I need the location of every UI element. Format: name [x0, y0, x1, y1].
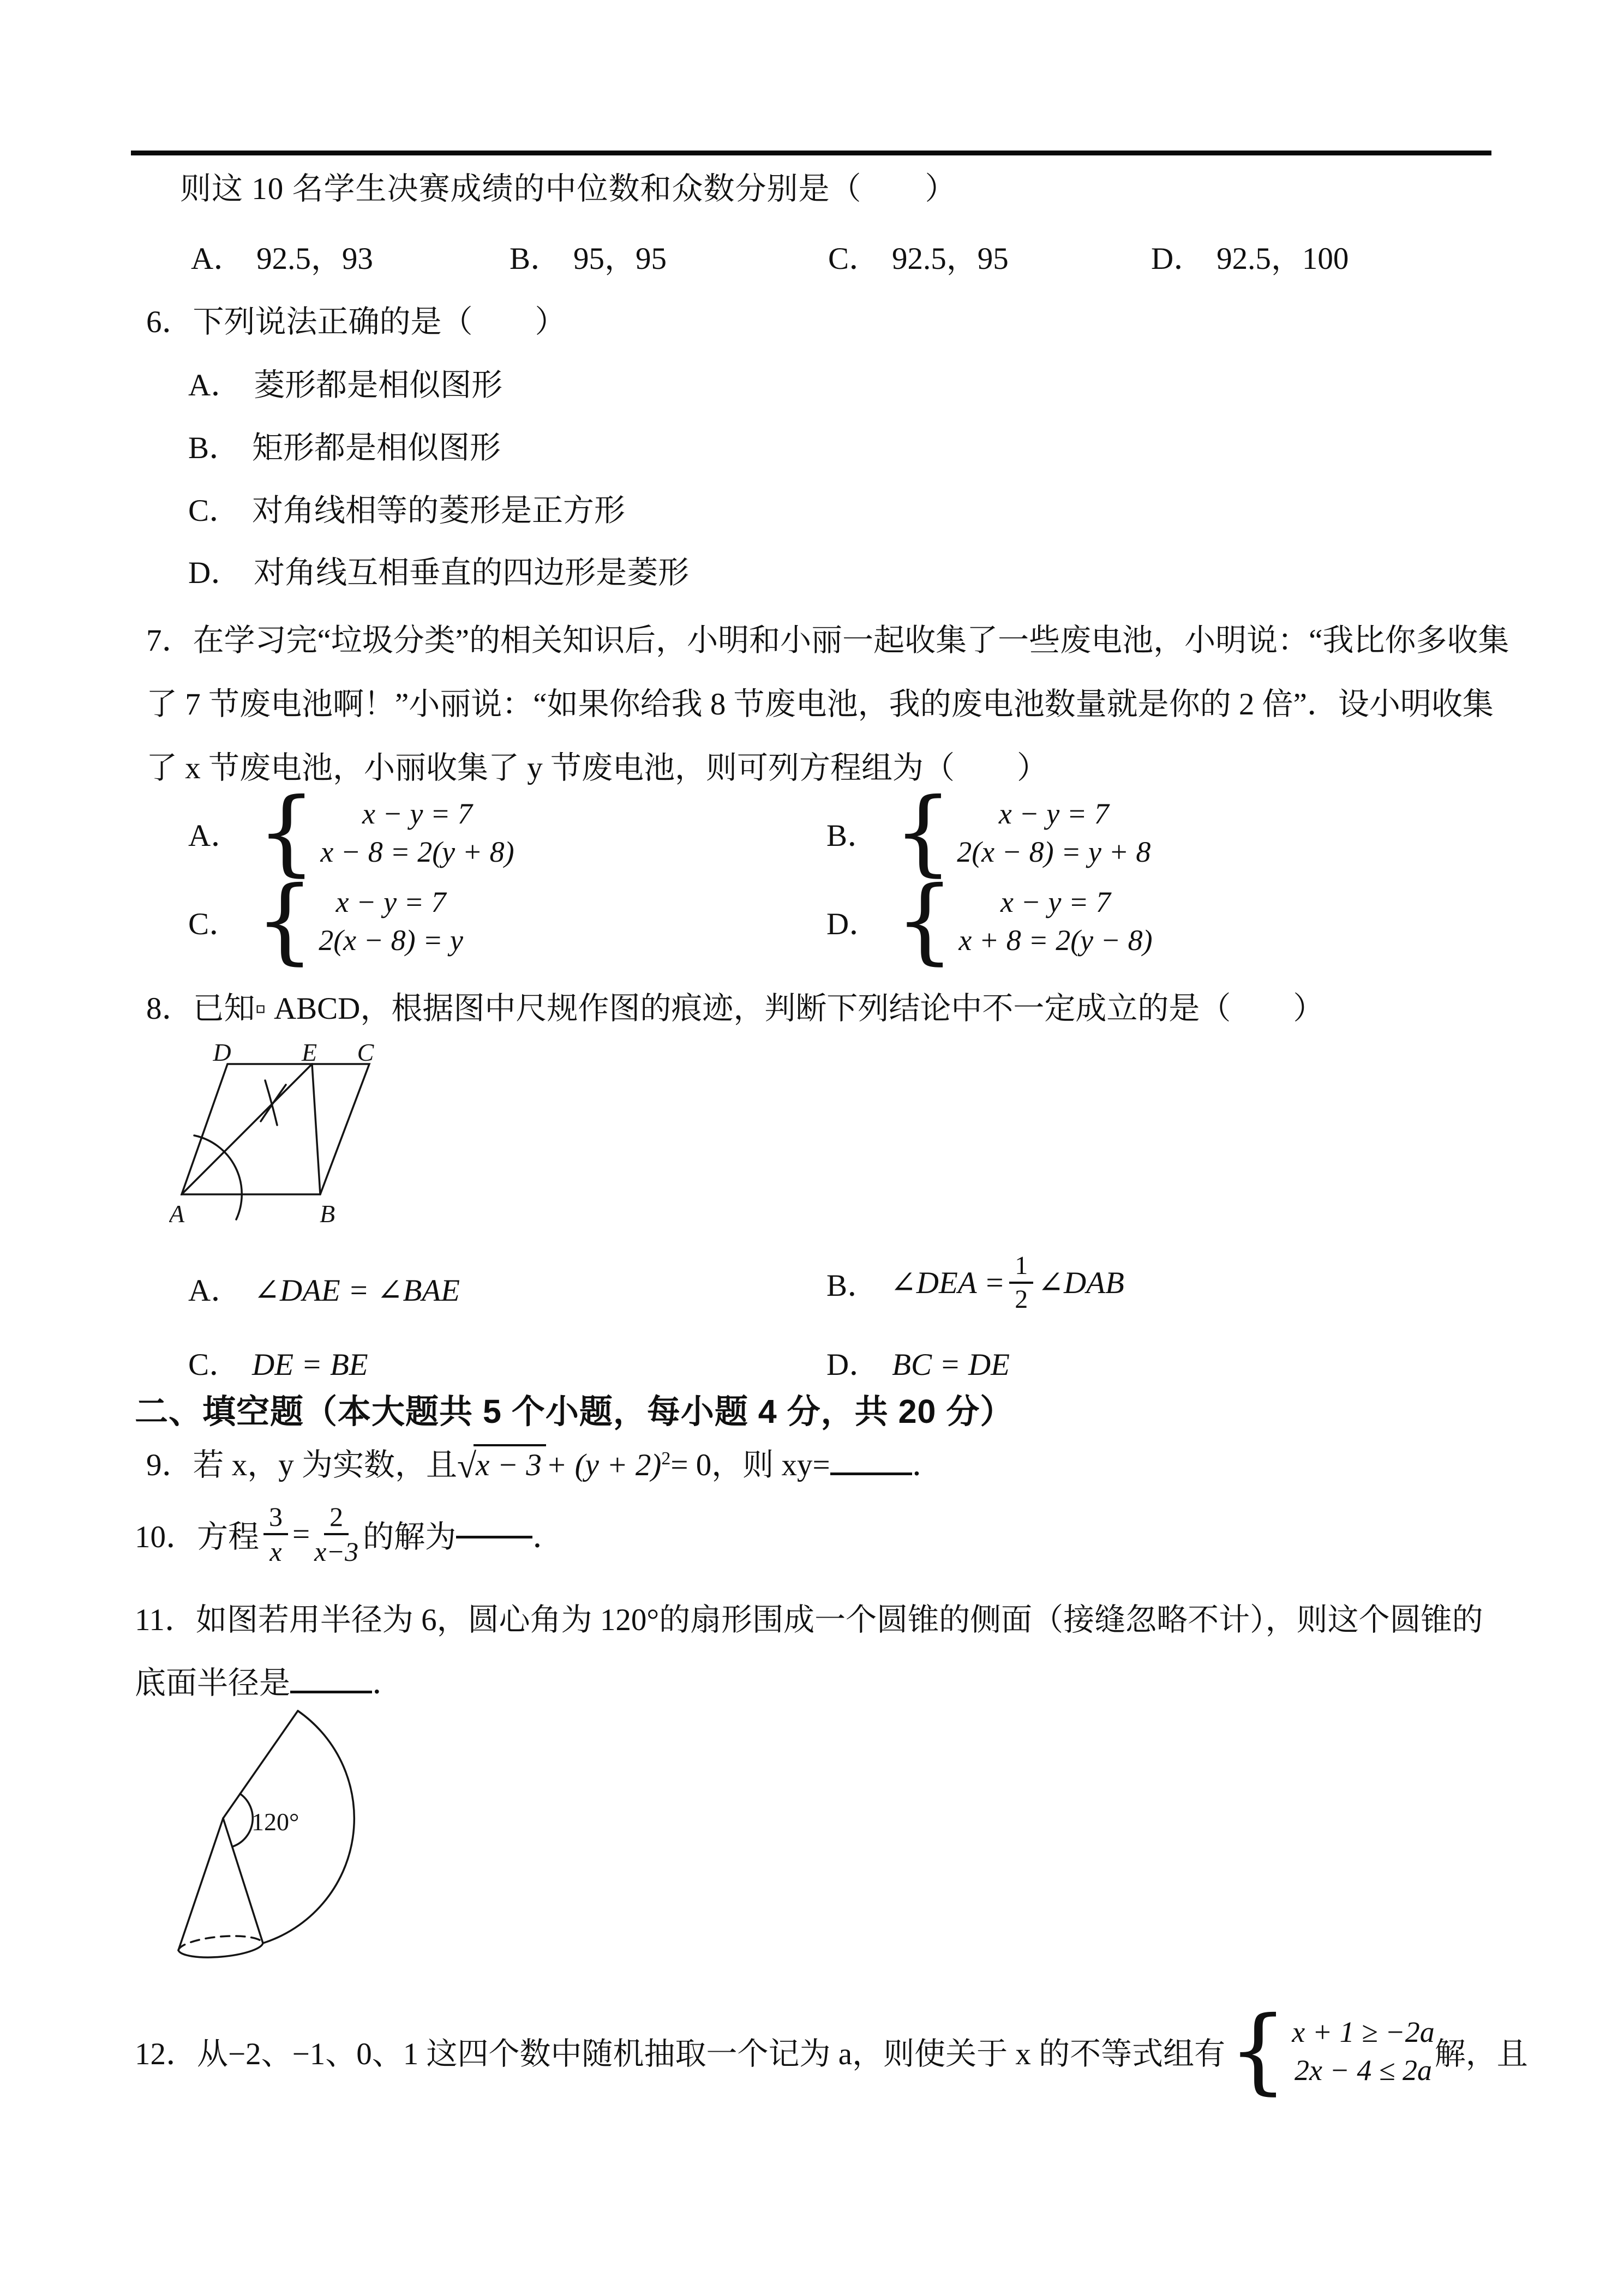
- q7-option-a-label: A．: [188, 818, 242, 853]
- left-brace: {: [257, 778, 316, 886]
- q7-option-a-eq1: x − y = 7: [362, 797, 472, 830]
- q9-pre: 若 x，y 为实数，且: [193, 1448, 457, 1482]
- q7-option-b: [826, 778, 1151, 886]
- q8-option-a-label: A．: [188, 1273, 242, 1308]
- q7-option-d-eq1: x − y = 7: [1000, 885, 1111, 918]
- q6-option-a-text: 菱形都是相似图形: [254, 368, 503, 402]
- parallelogram-outline: [182, 1064, 369, 1194]
- q7-option-c: [188, 867, 463, 975]
- q5-option-b-text: 95，95: [573, 242, 667, 276]
- q5-option-a-label: A．: [191, 242, 245, 276]
- q6-option-d-label: D．: [188, 556, 242, 590]
- central-angle-label: 120°: [251, 1808, 299, 1836]
- q11-stem-line1: 11．如图若用半径为 6，圆心角为 120°的扇形围成一个圆锥的侧面（接缝忽略不计），则这个圆锥的: [135, 1603, 1483, 1637]
- q9-number: 9．: [146, 1448, 193, 1482]
- q12-post: 解，且: [1434, 2036, 1528, 2071]
- q6-number: 6．: [146, 305, 193, 339]
- diagonal-ae: [182, 1064, 312, 1194]
- q9-stem: [146, 1440, 943, 1486]
- q6-option-a: [188, 360, 502, 405]
- cone-base-back-dashed: [178, 1936, 263, 1950]
- q6-option-c-text: 对角线相等的菱形是正方形: [252, 494, 626, 528]
- q5-option-d-label: D．: [1151, 242, 1205, 276]
- q7-option-c-eq2: 2(x − 8) = y: [319, 923, 463, 957]
- q10-stem: [135, 1501, 564, 1567]
- fraction-numerator: 2: [324, 1501, 349, 1535]
- q7-option-a: [188, 778, 514, 886]
- q8-option-d: [826, 1339, 1010, 1384]
- q6-option-d: [188, 548, 689, 592]
- one-half-fraction: [1009, 1251, 1033, 1314]
- compass-tick-1: [265, 1080, 277, 1125]
- q11-answer-blank: [290, 1685, 372, 1693]
- q7-option-b-eq1: x − y = 7: [998, 797, 1109, 830]
- q10-number: 10．: [135, 1520, 197, 1554]
- q6-option-b: [188, 423, 501, 467]
- q9-answer-blank: [830, 1467, 912, 1475]
- q7-option-d-eq2: x + 8 = 2(y − 8): [958, 923, 1153, 957]
- fraction-2-over-x-3: [314, 1501, 358, 1567]
- cone-right-slant: [223, 1818, 263, 1943]
- q8-option-d-label: D．: [826, 1348, 880, 1382]
- fraction-denominator: x−3: [314, 1536, 359, 1567]
- left-brace: {: [1229, 1996, 1288, 2105]
- vertex-label-d: D: [213, 1043, 231, 1066]
- vertex-label-a: A: [169, 1200, 185, 1226]
- q6-option-c-label: C．: [188, 494, 241, 528]
- q9-sqrt-content: x − 3: [474, 1444, 546, 1482]
- q6-option-b-label: B．: [188, 431, 241, 465]
- q12-inequality-2: 2x − 4 ≤ 2a: [1294, 2053, 1433, 2087]
- vertex-label-c: C: [357, 1043, 374, 1066]
- segment-eb: [312, 1064, 320, 1194]
- header-rule: [131, 151, 1491, 155]
- fraction-denominator: 2: [1015, 1285, 1028, 1314]
- q6-stem: [146, 297, 566, 341]
- q10-period: ．: [532, 1520, 564, 1554]
- q9-post: = 0，则 xy=: [670, 1448, 830, 1482]
- q7-option-b-label: B．: [826, 818, 879, 853]
- q7-option-c-label: C．: [188, 906, 241, 941]
- q6-option-d-text: 对角线互相垂直的四边形是菱形: [254, 556, 690, 590]
- vertex-label-b: B: [319, 1200, 335, 1226]
- q5-option-b: [510, 233, 667, 278]
- q7-option-b-eq2: 2(x − 8) = y + 8: [957, 835, 1151, 868]
- q7-option-d-label: D．: [826, 906, 880, 941]
- fraction-denominator: x: [269, 1536, 282, 1567]
- fraction-numerator: 3: [263, 1501, 288, 1535]
- compass-arc: [194, 1135, 242, 1219]
- compass-tick-2: [261, 1085, 286, 1121]
- q10-post: 的解为: [363, 1520, 457, 1554]
- q7-option-a-eq2: x − 8 = 2(y + 8): [320, 835, 514, 868]
- section2-title: 二、填空题（本大题共 5 个小题，每小题 4 分，共 20 分）: [135, 1393, 1014, 1430]
- q11-line2-text: 底面半径是: [135, 1666, 290, 1700]
- q7-option-c-eq1: x − y = 7: [335, 885, 446, 918]
- q11-stem-line2: [135, 1658, 403, 1703]
- q6-stem-text: 下列说法正确的是（ ）: [193, 305, 566, 339]
- q12-inequality-1: x + 1 ≥ −2a: [1292, 2015, 1435, 2048]
- q8-option-b: [826, 1245, 1124, 1321]
- q5-option-a: [191, 233, 373, 278]
- q7-stem-line1: 7．在学习完“垃圾分类”的相关知识后，小明和小丽一起收集了一些废电池，小明说：“我比你多收集: [146, 623, 1509, 658]
- q5-option-c-label: C．: [828, 242, 880, 276]
- parallelogram-figure: [169, 1043, 376, 1226]
- q5-stem: 则这 10 名学生决赛成绩的中位数和众数分别是（ ）: [180, 172, 957, 206]
- radical-sign: √: [457, 1446, 477, 1485]
- q10-pre: 方程: [197, 1520, 259, 1554]
- q7-stem-line2: 了 7 节废电池啊！”小丽说：“如果你给我 8 节废电池，我的废电池数量就是你的 2 倍”．设小明收集: [146, 687, 1494, 722]
- q11-period: ．: [372, 1666, 403, 1700]
- q6-option-c: [188, 485, 625, 530]
- q12-pre: 12．从−2、−1、0、1 这四个数中随机抽取一个记为 a，则使关于 x 的不等式组有: [135, 2036, 1226, 2071]
- q9-mid: + (y + 2): [546, 1448, 662, 1482]
- left-brace: {: [255, 867, 315, 975]
- q6-option-b-text: 矩形都是相似图形: [252, 431, 501, 465]
- left-brace: {: [895, 867, 955, 975]
- cone-sector-figure: [177, 1706, 357, 1965]
- q8-option-d-text: BC = DE: [892, 1348, 1010, 1382]
- q5-option-c: [828, 233, 1009, 278]
- q8-stem: 8．已知▫ ABCD，根据图中尺规作图的痕迹，判断下列结论中不一定成立的是（ ）: [146, 991, 1325, 1026]
- q5-option-d: [1151, 233, 1349, 278]
- q6-option-a-label: A．: [188, 368, 242, 402]
- q8-option-a: [188, 1265, 460, 1310]
- vertex-label-e: E: [301, 1043, 317, 1066]
- q9-exponent: 2: [661, 1448, 671, 1469]
- q8-option-b-post: ∠DAB: [1038, 1266, 1124, 1300]
- q8-option-c: [188, 1339, 368, 1384]
- q8-option-b-pre: ∠DEA =: [890, 1266, 1005, 1300]
- cone-left-slant: [178, 1818, 223, 1950]
- q8-option-b-label: B．: [826, 1269, 879, 1303]
- q8-option-c-label: C．: [188, 1348, 241, 1382]
- left-brace: {: [894, 778, 953, 886]
- q5-option-d-text: 92.5，100: [1216, 242, 1349, 276]
- q8-option-a-text: ∠DAE = ∠BAE: [254, 1273, 460, 1308]
- q12-stem: [135, 1996, 1528, 2105]
- q9-period: ．: [912, 1448, 943, 1482]
- q5-option-b-label: B．: [510, 242, 562, 276]
- q7-stem-line3: 了 x 节废电池，小丽收集了 y 节废电池，则可列方程组为（ ）: [146, 751, 1048, 785]
- q8-option-c-text: DE = BE: [252, 1348, 368, 1382]
- q10-equals: =: [292, 1517, 310, 1552]
- q7-option-d: [826, 867, 1153, 975]
- sector-radius-upper: [223, 1711, 298, 1818]
- q5-option-c-text: 92.5，95: [892, 242, 1009, 276]
- fraction-numerator: 1: [1009, 1251, 1033, 1284]
- q5-option-a-text: 92.5，93: [256, 242, 373, 276]
- cone-base-front: [178, 1943, 263, 1957]
- fraction-3-over-x: [263, 1501, 288, 1567]
- q10-answer-blank: [456, 1530, 532, 1538]
